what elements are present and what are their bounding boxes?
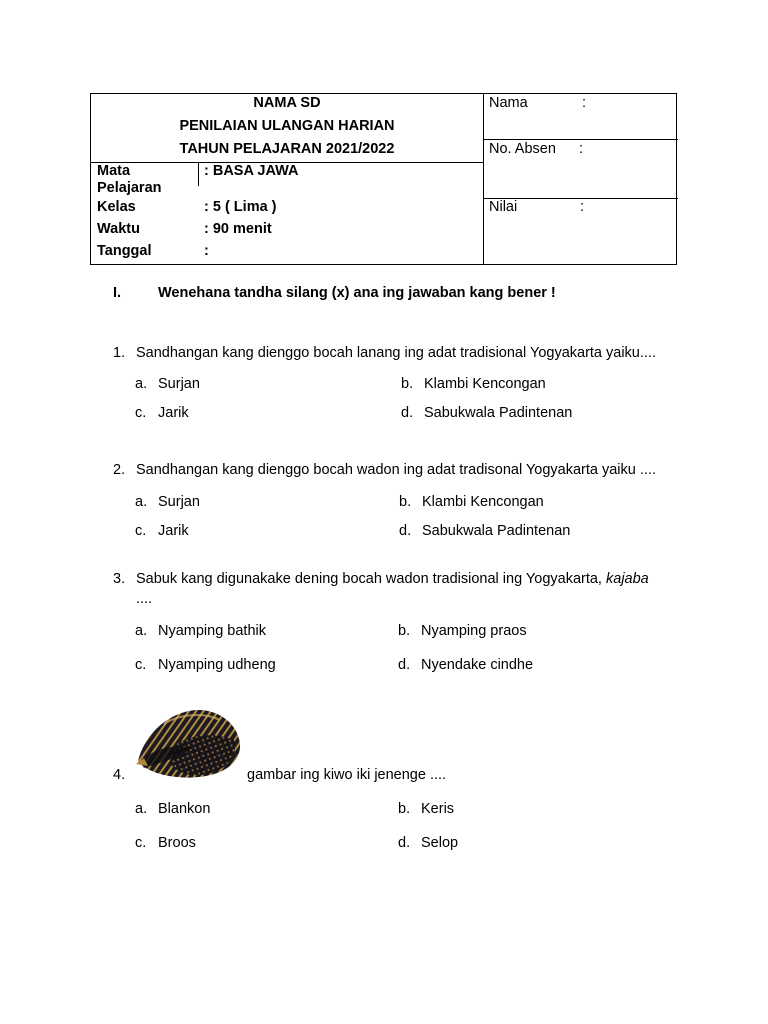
option-letter: c. [135, 657, 147, 673]
option-letter: c. [135, 405, 147, 421]
blangkon-image [134, 704, 244, 782]
option-text[interactable]: Selop [421, 835, 459, 851]
score-field: : [580, 199, 585, 215]
school-name: NAMA SD [253, 95, 321, 111]
option-text[interactable]: Nyendake cindhe [421, 657, 534, 673]
option-letter: b. [398, 801, 411, 817]
class-value: : 5 ( Lima ) [204, 199, 277, 215]
option-letter: b. [398, 623, 411, 639]
question-text: gambar ing kiwo iki jenenge .... [247, 767, 447, 783]
option-letter: d. [398, 657, 411, 673]
option-text[interactable]: Broos [158, 835, 196, 851]
section-number: I. [113, 285, 122, 301]
absen-label: No. Absen [489, 141, 556, 157]
option-letter: a. [135, 494, 148, 510]
table-divider [198, 162, 199, 186]
option-letter: a. [135, 376, 148, 392]
question-text-main: Sabuk kang digunakake dening bocah wadon tradisional ing Yogyakarta, [136, 571, 602, 587]
table-divider [483, 139, 678, 140]
option-text[interactable]: Nyamping udheng [158, 657, 276, 673]
option-text[interactable]: Sabukwala Padintenan [422, 523, 571, 539]
subject-label: Pelajaran [97, 180, 162, 196]
option-letter: d. [398, 835, 411, 851]
question-text: Sandhangan kang dienggo bocah wadon ing adat tradisonal Yogyakarta yaiku .... [136, 462, 656, 478]
option-text[interactable]: Surjan [158, 376, 200, 392]
option-letter: c. [135, 835, 147, 851]
name-field: : [582, 95, 587, 111]
score-label: Nilai [489, 199, 518, 215]
question-number: 3. [113, 571, 126, 587]
option-letter: b. [401, 376, 414, 392]
option-letter: b. [399, 494, 412, 510]
name-label: Nama [489, 95, 528, 111]
class-label: Kelas [97, 199, 136, 215]
question-text-italic: kajaba [606, 571, 649, 587]
subject-label: Mata [97, 163, 131, 179]
question-number: 1. [113, 345, 126, 361]
option-text[interactable]: Nyamping praos [421, 623, 527, 639]
question-text [136, 571, 681, 587]
option-letter: a. [135, 801, 148, 817]
option-letter: d. [399, 523, 412, 539]
option-text[interactable]: Nyamping bathik [158, 623, 266, 639]
section-instruction: Wenehana tandha silang (x) ana ing jawaban kang bener ! [158, 285, 556, 301]
time-value: : 90 menit [204, 221, 272, 237]
option-text[interactable]: Klambi Kencongan [424, 376, 546, 392]
option-text[interactable]: Jarik [158, 405, 189, 421]
exam-title: PENILAIAN ULANGAN HARIAN [179, 118, 395, 134]
date-label: Tanggal [97, 243, 152, 259]
option-text[interactable]: Sabukwala Padintenan [424, 405, 573, 421]
option-letter: a. [135, 623, 148, 639]
question-number: 2. [113, 462, 126, 478]
option-text[interactable]: Keris [421, 801, 455, 817]
exam-header-table [90, 93, 677, 265]
option-letter: d. [401, 405, 414, 421]
option-text[interactable]: Blankon [158, 801, 211, 817]
subject-value: : BASA JAWA [204, 163, 299, 179]
question-number: 4. [113, 767, 126, 783]
academic-year: TAHUN PELAJARAN 2021/2022 [179, 141, 395, 157]
table-divider [483, 94, 484, 265]
date-value: : [204, 243, 209, 259]
option-text[interactable]: Jarik [158, 523, 189, 539]
option-text[interactable]: Surjan [158, 494, 200, 510]
time-label: Waktu [97, 221, 140, 237]
absen-field: : [579, 141, 584, 157]
question-text-continuation: .... [136, 591, 153, 607]
option-text[interactable]: Klambi Kencongan [422, 494, 544, 510]
option-letter: c. [135, 523, 147, 539]
question-text: Sandhangan kang dienggo bocah lanang ing adat tradisional Yogyakarta yaiku.... [136, 345, 656, 361]
